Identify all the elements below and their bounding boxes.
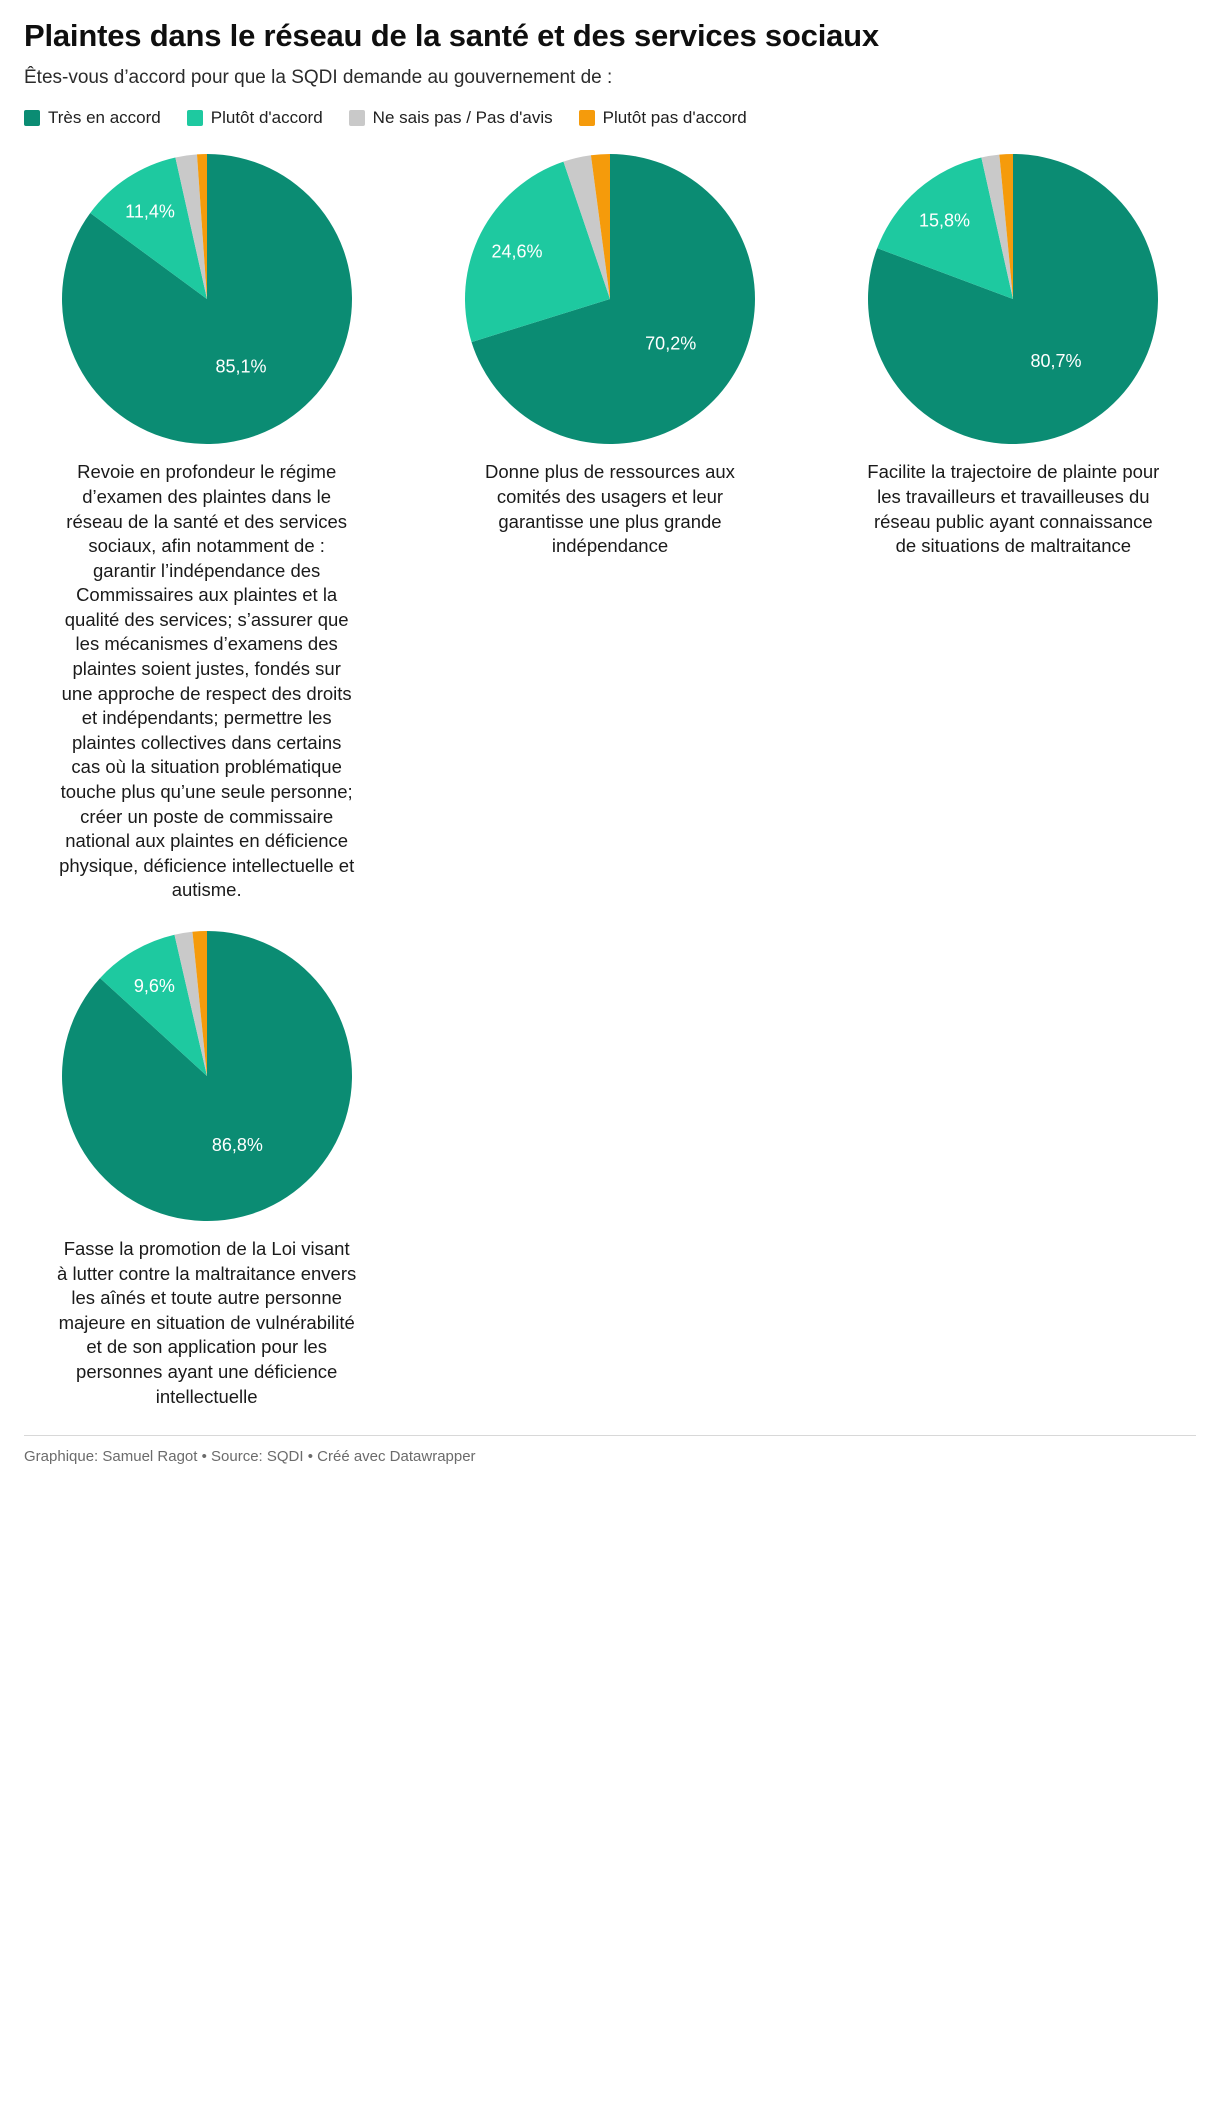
pie-chart-grid xyxy=(24,154,1196,1409)
legend-item xyxy=(24,108,161,128)
legend-item-label: Plutôt d'accord xyxy=(210,108,323,128)
pie-slice-label: 86,8% xyxy=(211,1135,263,1156)
legend-swatch-icon xyxy=(24,110,40,126)
pie-chart-1 xyxy=(62,154,352,444)
pie-slice-label: 9,6% xyxy=(133,975,175,996)
legend-item xyxy=(349,108,553,128)
pie-slice-label: 70,2% xyxy=(645,334,697,355)
pie-slice-label: 80,7% xyxy=(1030,351,1082,372)
pie-slice-label: 24,6% xyxy=(491,241,543,262)
legend-swatch-icon xyxy=(349,110,365,126)
pie-cell-1 xyxy=(24,154,389,903)
legend-item xyxy=(187,108,323,128)
legend-item-label: Très en accord xyxy=(48,108,161,128)
pie-cell-4 xyxy=(24,931,389,1409)
pie-caption-4: Fasse la promotion de la Loi visant à lutter contre la maltraitance envers les aînés et toute autre personne majeure en situation de vulnérabilité et de son application pour les personnes ayant une déficience intellectuelle xyxy=(57,1238,357,1407)
pie-svg xyxy=(62,931,352,1221)
legend-item-label: Ne sais pas / Pas d'avis xyxy=(372,108,553,128)
pie-chart-4 xyxy=(62,931,352,1221)
pie-chart-3 xyxy=(868,154,1158,444)
pie-slice-label: 15,8% xyxy=(919,210,971,231)
page-title: Plaintes dans le réseau de la santé et des services sociaux xyxy=(24,18,879,53)
legend-item xyxy=(579,108,747,128)
pie-slice-label: 11,4% xyxy=(124,201,175,222)
legend xyxy=(24,108,1196,132)
pie-caption-3: Facilite la trajectoire de plainte pour les travailleurs et travailleuses du réseau public ayant connaissance de situations de maltraitance xyxy=(867,461,1160,557)
pie-caption-2: Donne plus de ressources aux comités des usagers et leur garantisse une plus grande indépendance xyxy=(485,461,735,557)
legend-swatch-icon xyxy=(187,110,203,126)
pie-slice-label: 85,1% xyxy=(215,356,267,377)
chart-footer: Graphique: Samuel Ragot • Source: SQDI • Créé avec Datawrapper xyxy=(24,1435,1196,1465)
pie-chart-2 xyxy=(465,154,755,444)
pie-svg xyxy=(868,154,1158,444)
pie-svg xyxy=(465,154,755,444)
pie-cell-3 xyxy=(831,154,1196,558)
pie-svg xyxy=(62,154,352,444)
page-subtitle: Êtes-vous d’accord pour que la SQDI demande au gouvernement de : xyxy=(24,66,613,88)
pie-cell-2 xyxy=(427,154,792,558)
legend-item-label: Plutôt pas d'accord xyxy=(602,108,747,128)
pie-caption-1: Revoie en profondeur le régime d’examen des plaintes dans le réseau de la santé et des services sociaux, afin notamment de : garantir l’indépendance des Commissaires aux plaintes et la qualité des services; s’assurer que les mécanismes d’examens des plaintes soient justes, fondés sur une approche de respect des droits et indépendants; permettre les plaintes collectives dans certains cas où la situation problématique touche plus qu’une seule personne; créer un poste de commissaire national aux plaintes en déficience physique, déficience intellectuelle et autisme. xyxy=(59,461,355,901)
legend-swatch-icon xyxy=(579,110,595,126)
